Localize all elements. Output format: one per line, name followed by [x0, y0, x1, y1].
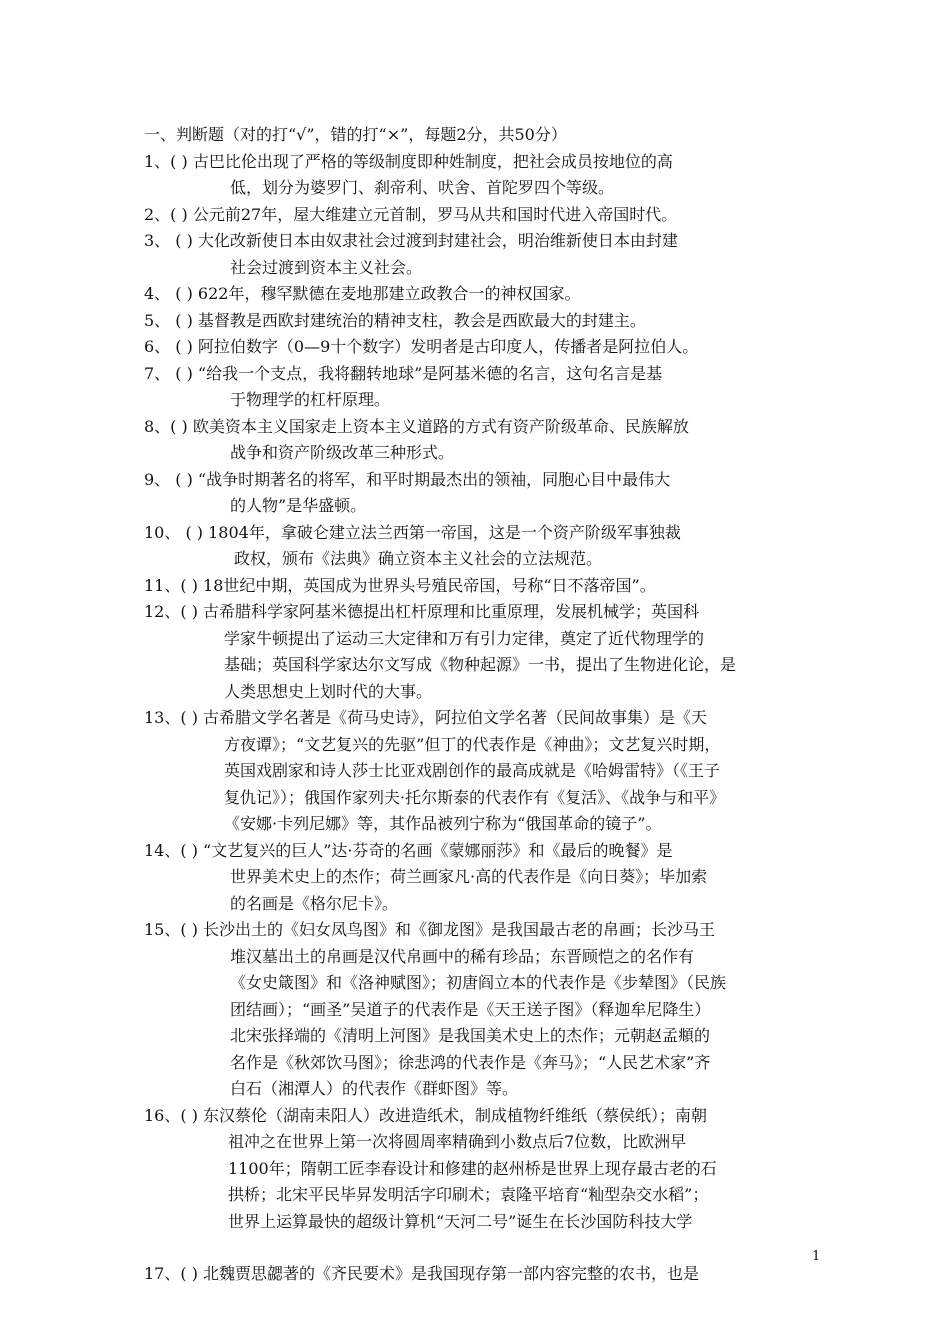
- question-line: 10、 ( ) 1804年，拿破仑建立法兰西第一帝国，这是一个资产阶级军事独裁: [144, 522, 681, 542]
- question-line: 团结画）；“画圣”吴道子的代表作是《天王送子图》（释迦牟尼降生）: [230, 999, 711, 1019]
- question-line: 世界上运算最快的超级计算机“天河二号”诞生在长沙国防科技大学: [228, 1211, 693, 1231]
- question-line: 13、( ) 古希腊文学名著是《荷马史诗》，阿拉伯文学名著（民间故事集）是《天: [144, 708, 708, 727]
- question-line: 复仇记》）；俄国作家列夫·托尔斯泰的代表作有《复活》、《战争与和平》: [224, 787, 726, 807]
- question-line: 3、 ( ) 大化改新使日本由奴隶社会过渡到封建社会，明治维新使日本由封建: [144, 231, 678, 250]
- question-line: 方夜谭》；“文艺复兴的先驱”但丁的代表作是《神曲》；文艺复兴时期，: [224, 734, 721, 754]
- question-line: 低，划分为婆罗门、刹帝利、吠舍、首陀罗四个等级。: [230, 178, 615, 197]
- question-line: 学家牛顿提出了运动三大定律和万有引力定律，奠定了近代物理学的: [224, 628, 705, 648]
- question-line: 于物理学的杠杆原理。: [230, 390, 391, 409]
- question-line: 4、 ( ) 622年，穆罕默德在麦地那建立政教合一的神权国家。: [144, 284, 581, 303]
- question-line: 12、( ) 古希腊科学家阿基米德提出杠杆原理和比重原理，发展机械学；英国科: [144, 602, 700, 621]
- question-line: 人类思想史上划时代的大事。: [224, 681, 433, 701]
- question-line: 8、( ) 欧美资本主义国家走上资本主义道路的方式有资产阶级革命、民族解放: [144, 416, 689, 436]
- question-line: 15、( ) 长沙出土的《妇女凤鸟图》和《御龙图》是我国最古老的帛画；长沙马王: [144, 920, 716, 939]
- question-line: 14、( ) “文艺复兴的巨人”达·芬奇的名画《蒙娜丽莎》和《最后的晚餐》是: [144, 840, 673, 860]
- question-line: 战争和资产阶级改革三种形式。: [230, 443, 455, 462]
- question-line: 《安娜·卡列尼娜》等，其作品被列宁称为“俄国革命的镜子”。: [224, 814, 662, 833]
- question-line: 11、( ) 18世纪中期，英国成为世界头号殖民帝国，号称“日不落帝国”。: [144, 575, 656, 595]
- question-line: 2、( ) 公元前27年，屋大维建立元首制，罗马从共和国时代进入帝国时代。: [144, 204, 678, 224]
- question-line: 政权，颁布《法典》确立资本主义社会的立法规范。: [234, 549, 603, 568]
- question-line: 《女史箴图》和《洛神赋图》；初唐阎立本的代表作是《步辇图》（民族: [230, 973, 727, 992]
- question-line: 9、 ( ) “战争时期著名的将军，和平时期最杰出的领袖，同胞心目中最伟大: [144, 469, 671, 489]
- question-line: 北宋张择端的《清明上河图》是我国美术史上的杰作；元朝赵孟頫的: [230, 1026, 711, 1045]
- question-line: 名作是《秋郊饮马图》；徐悲鸿的代表作是《奔马》；“人民艺术家”齐: [230, 1052, 711, 1072]
- question-list: [144, 122, 814, 1288]
- question-line: 社会过渡到资本主义社会。: [230, 257, 423, 277]
- question-line: 1、( ) 古巴比伦出现了严格的等级制度即种姓制度，把社会成员按地位的高: [144, 151, 673, 171]
- question-line: 1100年；隋朝工匠李春设计和修建的赵州桥是世界上现存最古老的石: [228, 1158, 717, 1178]
- question-line: 白石（湘潭人）的代表作《群虾图》等。: [230, 1079, 519, 1098]
- question-line: 的名画是《格尔尼卡》。: [230, 893, 399, 913]
- question-line: 拱桥；北宋平民毕昇发明活字印刷术；袁隆平培育“籼型杂交水稻”；: [228, 1185, 709, 1204]
- question-line: 的人物”是华盛顿。: [230, 496, 367, 515]
- question-line: 7、 ( ) “给我一个支点，我将翻转地球”是阿基米德的名言，这句名言是基: [144, 363, 663, 383]
- question-line: 5、 ( ) 基督教是西欧封建统治的精神支柱，教会是西欧最大的封建主。: [144, 310, 646, 330]
- question-line: 17、( ) 北魏贾思勰著的《齐民要术》是我国现存第一部内容完整的农书，也是: [144, 1264, 700, 1283]
- question-line: 16、( ) 东汉蔡伦（湖南耒阳人）改进造纸术，制成植物纤维纸（蔡侯纸）；南朝: [144, 1105, 708, 1125]
- question-line: 英国戏剧家和诗人莎士比亚戏剧创作的最高成就是《哈姆雷特》（《王子: [224, 761, 721, 780]
- section-heading: 一、判断题（对的打“√”，错的打“×”，每题2分，共50分）: [144, 125, 567, 144]
- page-number: 1: [812, 1249, 821, 1264]
- question-line: 世界美术史上的杰作；荷兰画家凡·高的代表作是《向日葵》；毕加索: [230, 867, 708, 886]
- question-line: 堆汉墓出土的帛画是汉代帛画中的稀有珍品；东晋顾恺之的名作有: [230, 946, 695, 966]
- question-line: 祖冲之在世界上第一次将圆周率精确到小数点后7位数，比欧洲早: [228, 1132, 687, 1151]
- question-line: 基础；英国科学家达尔文写成《物种起源》一书，提出了生物进化论，是: [224, 655, 737, 674]
- question-line: 6、 ( ) 阿拉伯数字（0—9十个数字）发明者是古印度人，传播者是阿拉伯人。: [144, 337, 699, 356]
